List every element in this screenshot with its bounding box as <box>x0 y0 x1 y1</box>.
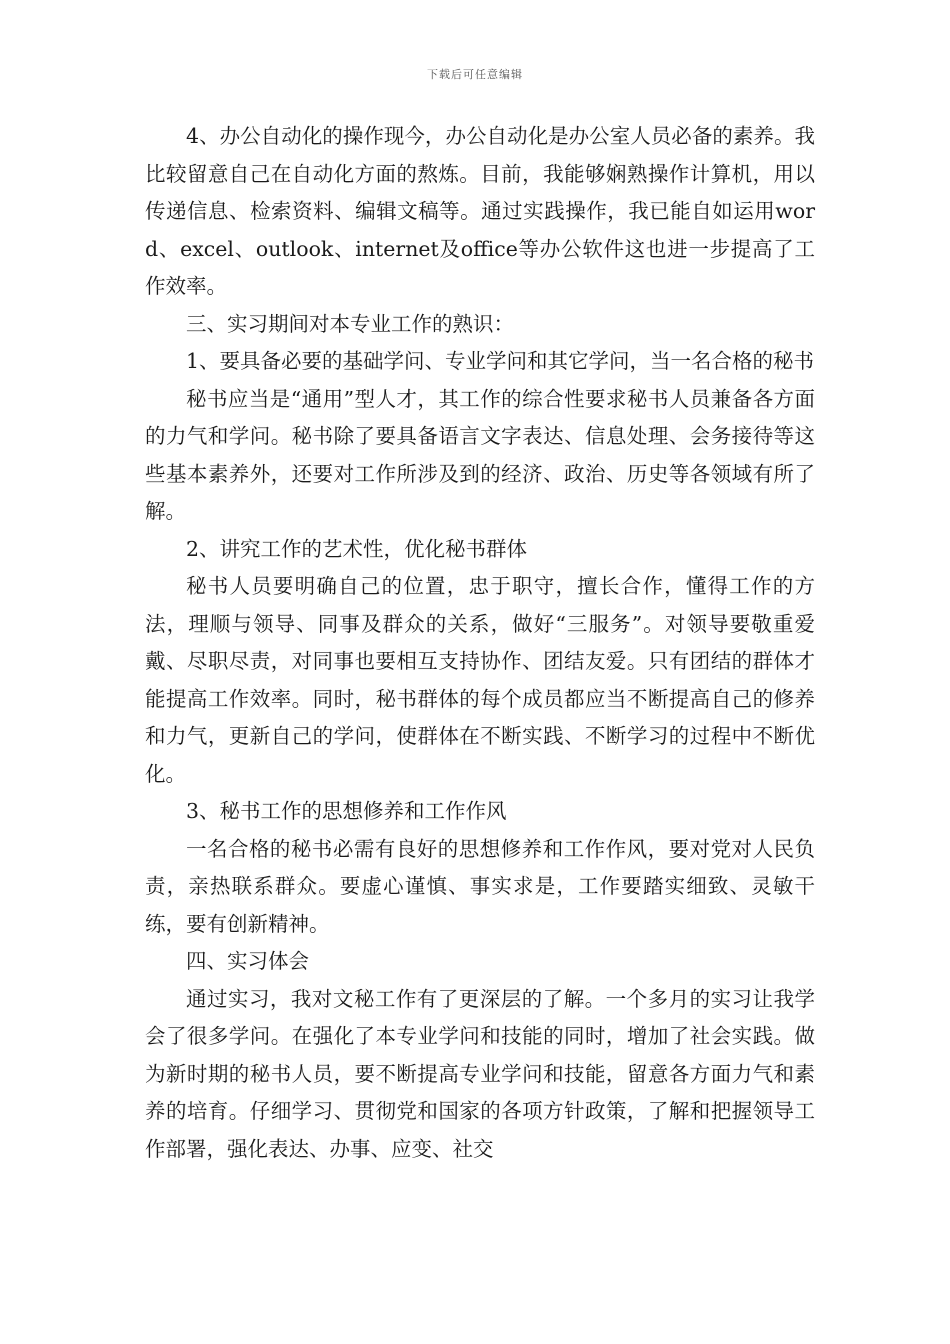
page-header: 下载后可任意编辑 <box>427 68 523 81</box>
subheading-artistry: 2、讲究工作的艺术性，优化秘书群体 <box>186 536 528 561</box>
paragraph-position: 秘书人员要明确自己的位置，忠于职守，擅长合作，懂得工作的方法，理顺与领导、同事及群众的关系，做好“三服务”。对领导要敬重爱戴、尽职尽责，对同事也要相互支持协作、团结友爱。只有团结的群体才能提高工作效率。同时，秘书群体的每个成员都应当不断提高自己的修养和力气，更新自己的学问，使群体在不断实践、不断学习的过程中不断优化。 <box>145 574 815 786</box>
paragraph-office-automation: 4、办公自动化的操作现今，办公自动化是办公室人员必备的素养。我比较留意自己在自动化方面的熬炼。目前，我能够娴熟操作计算机，用以传递信息、检索资料、编辑文稿等。通过实践操作，我已能自如运用word、excel、outlook、internet及office等办公软件这也进一步提高了工作效率。 <box>145 124 815 298</box>
document-body <box>145 118 815 1168</box>
paragraph-internship-experience: 通过实习，我对文秘工作有了更深层的了解。一个多月的实习让我学会了很多学问。在强化了本专业学问和技能的同时，增加了社会实践。做为新时期的秘书人员，要不断提高专业学问和技能，留意各方面力气和素养的培育。仔细学习、贯彻党和国家的各项方针政策，了解和把握领导工作部署，强化表达、办事、应变、社交 <box>145 986 815 1161</box>
paragraph-general-talent: 秘书应当是“通用”型人才，其工作的综合性要求秘书人员兼备各方面的力气和学问。秘书除了要具备语言文字表达、信息处理、会务接待等这些基本素养外，还要对工作所涉及到的经济、政治、历史等各领域有所了解。 <box>145 386 815 523</box>
heading-section-four: 四、实习体会 <box>186 949 309 973</box>
heading-section-three: 三、实习期间对本专业工作的熟识： <box>186 311 514 336</box>
subheading-knowledge: 1、要具备必要的基础学问、专业学问和其它学问，当一名合格的秘书 <box>186 349 815 373</box>
paragraph-qualified-secretary: 一名合格的秘书必需有良好的思想修养和工作作风，要对党对人民负责，亲热联系群众。要虚心谨慎、事实求是，工作要踏实细致、灵敏干练，要有创新精神。 <box>145 836 815 936</box>
subheading-ideology: 3、秘书工作的思想修养和工作作风 <box>186 799 507 823</box>
